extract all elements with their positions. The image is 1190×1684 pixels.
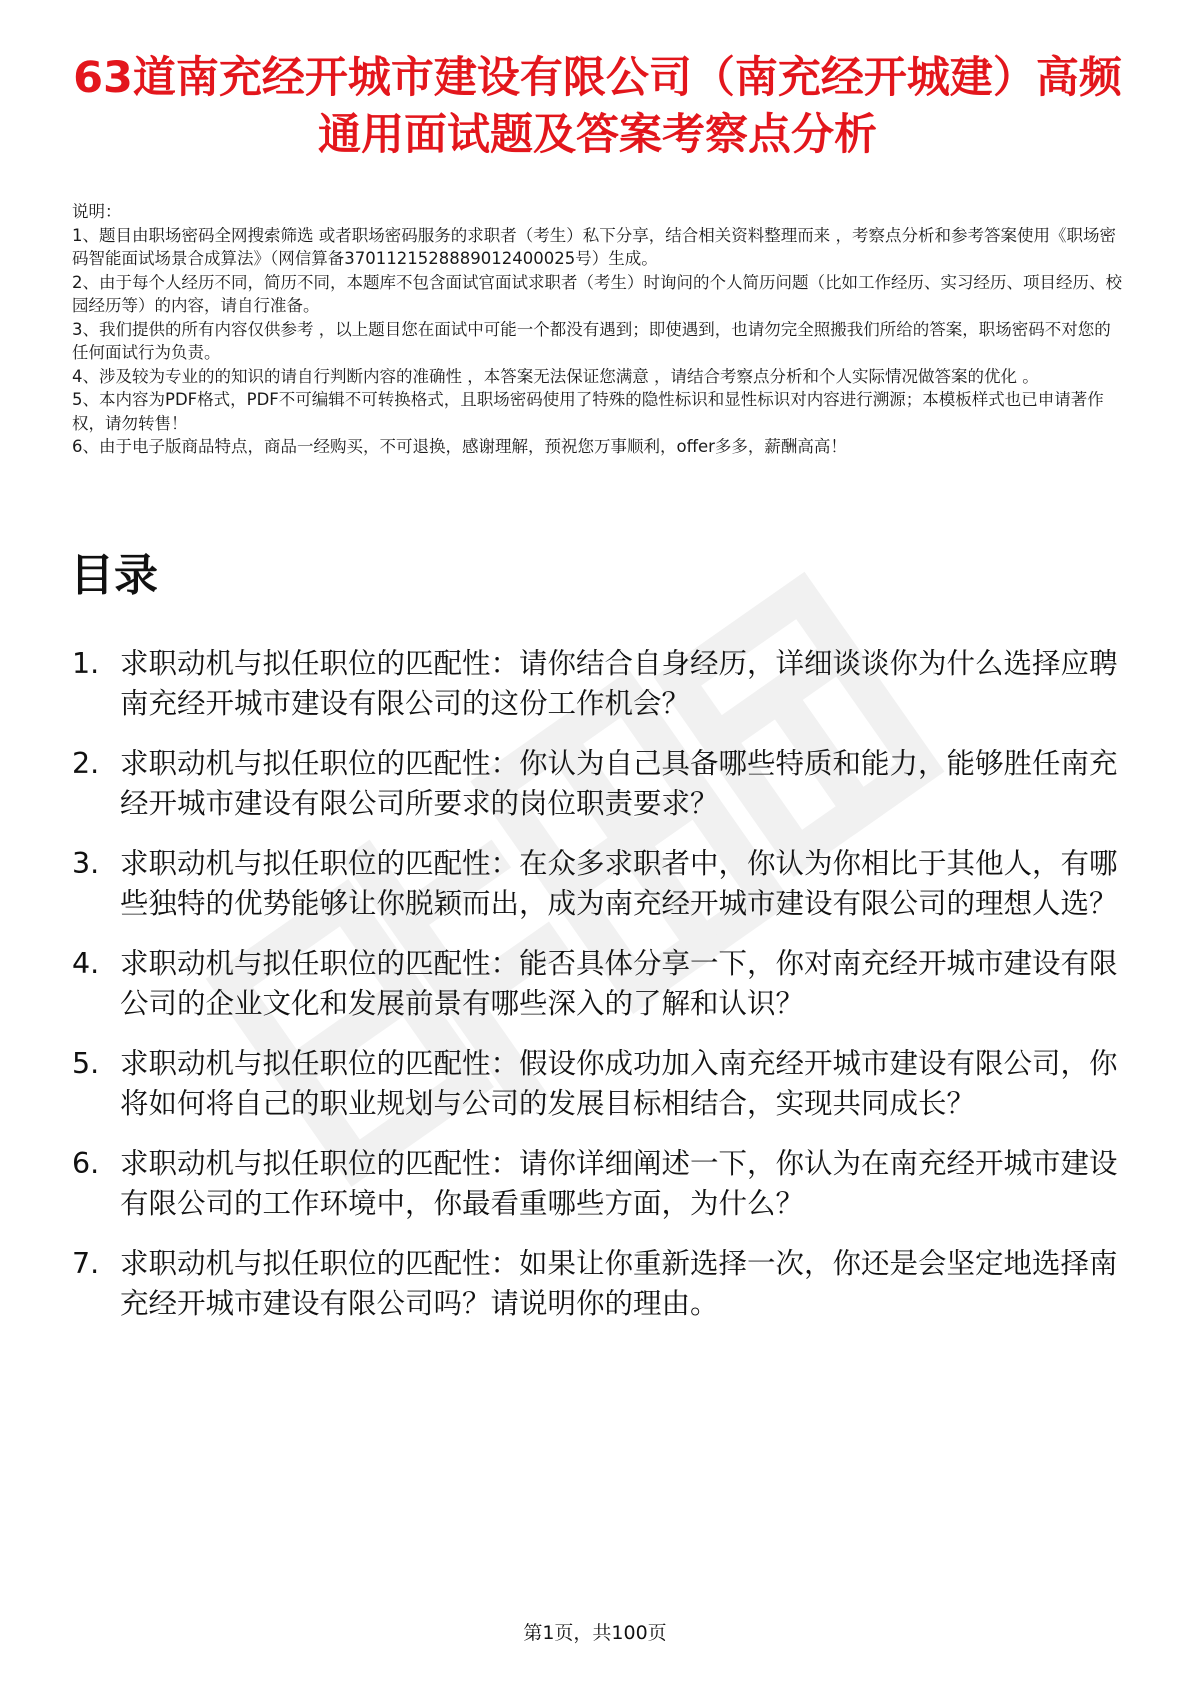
toc-entry-7[interactable]: [72, 1244, 1124, 1324]
toc-entry-text: 求职动机与拟任职位的匹配性：如果让你重新选择一次，你还是会坚定地选择南充经开城市建设有限公司吗？请说明你的理由。: [120, 1247, 1118, 1320]
toc-entry-number: 7.: [72, 1247, 100, 1280]
note-item: 3、我们提供的所有内容仅供参考 ，以上题目您在面试中可能一个都没有遇到；即使遇到，也请勿完全照搬我们所给的答案，职场密码不对您的任何面试行为负责。: [72, 319, 1111, 362]
toc-heading: 目录: [70, 550, 158, 601]
toc-entry-number: 4.: [72, 947, 100, 980]
toc-entry-number: 5.: [72, 1047, 100, 1080]
toc-entry-2[interactable]: [72, 744, 1124, 824]
note-item: 5、本内容为PDF格式，PDF不可编辑不可转换格式，且职场密码使用了特殊的隐性标识和显性标识对内容进行溯源；本模板样式也已申请著作权，请勿转售！: [72, 390, 1104, 433]
toc-entry-number: 1.: [72, 647, 100, 680]
disclaimer-notes: [72, 200, 1122, 459]
toc-entry-text: 求职动机与拟任职位的匹配性：能否具体分享一下，你对南充经开城市建设有限公司的企业文化和发展前景有哪些深入的了解和认识？: [120, 947, 1118, 1020]
page-number-footer: 第1页，共100页: [523, 1622, 667, 1644]
note-item: 2、由于每个人经历不同，简历不同，本题库不包含面试官面试求职者（考生）时询问的个人简历问题（比如工作经历、实习经历、项目经历、校园经历等）的内容，请自行准备。: [72, 272, 1122, 315]
toc-entry-text: 求职动机与拟任职位的匹配性：请你结合自身经历，详细谈谈你为什么选择应聘南充经开城市建设有限公司的这份工作机会？: [120, 647, 1118, 720]
toc-entry-number: 2.: [72, 747, 100, 780]
toc-entry-3[interactable]: [72, 844, 1124, 924]
toc-entry-text: 求职动机与拟任职位的匹配性：请你详细阐述一下，你认为在南充经开城市建设有限公司的工作环境中，你最看重哪些方面，为什么？: [120, 1147, 1118, 1220]
toc-entry-text: 求职动机与拟任职位的匹配性：你认为自己具备哪些特质和能力，能够胜任南充经开城市建设有限公司所要求的岗位职责要求？: [120, 747, 1118, 820]
page-title: 63道南充经开城市建设有限公司（南充经开城建）高频通用面试题及答案考察点分析: [73, 53, 1122, 160]
toc-entry-text: 求职动机与拟任职位的匹配性：假设你成功加入南充经开城市建设有限公司，你将如何将自己的职业规划与公司的发展目标相结合，实现共同成长？: [120, 1047, 1118, 1120]
note-item: 1、题目由职场密码全网搜索筛选 或者职场密码服务的求职者（考生）私下分享，结合相关资料整理而来 ，考察点分析和参考答案使用《职场密码智能面试场景合成算法》（网信算备3701121528889012400025号）生成。: [72, 225, 1116, 268]
toc-entry-5[interactable]: [72, 1044, 1124, 1124]
note-item: 4、涉及较为专业的的知识的请自行判断内容的准确性 ，本答案无法保证您满意 ，请结合考察点分析和个人实际情况做答案的优化 。: [72, 366, 1039, 386]
toc-entry-number: 3.: [72, 847, 100, 880]
toc-entry-number: 6.: [72, 1147, 100, 1180]
toc-entry-1[interactable]: [72, 644, 1124, 724]
toc-entry-4[interactable]: [72, 944, 1124, 1024]
note-item: 6、由于电子版商品特点，商品一经购买，不可退换，感谢理解，预祝您万事顺利，offer多多，薪酬高高！: [72, 437, 847, 456]
toc-entry-6[interactable]: [72, 1144, 1124, 1224]
notes-heading: 说明：: [72, 202, 122, 221]
toc-entry-text: 求职动机与拟任职位的匹配性：在众多求职者中，你认为你相比于其他人，有哪些独特的优势能够让你脱颖而出，成为南充经开城市建设有限公司的理想人选？: [120, 847, 1118, 920]
toc-list: [72, 644, 1124, 1344]
